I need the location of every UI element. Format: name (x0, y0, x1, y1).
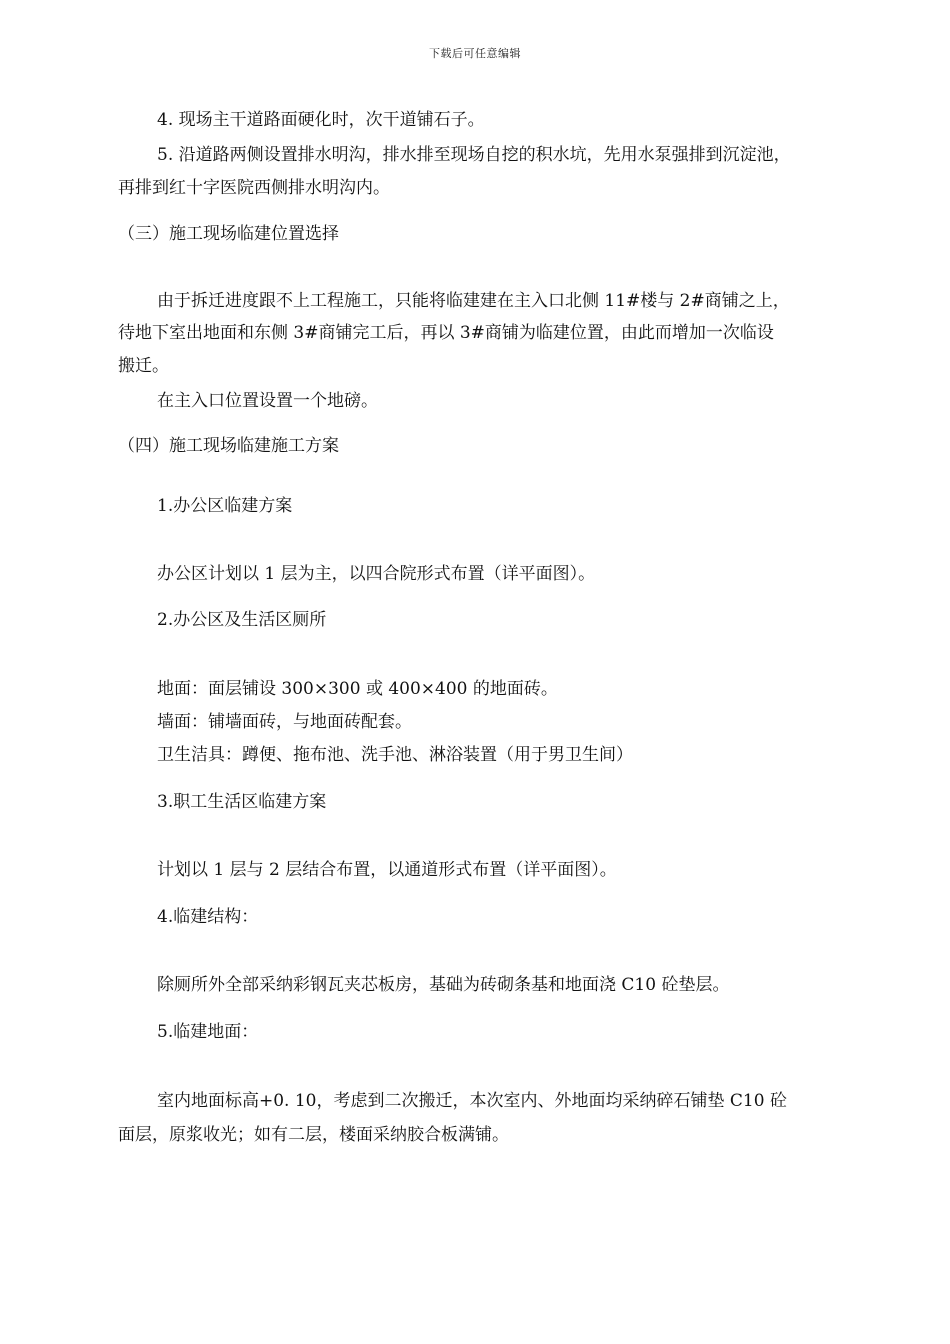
paragraph-line: 计划以 1 层与 2 层结合布置，以通道形式布置（详平面图）。 (157, 860, 617, 880)
paragraph-line: 再排到红十字医院西侧排水明沟内。 (118, 178, 390, 198)
paragraph-line: 4. 现场主干道路面硬化时，次干道铺石子。 (157, 110, 485, 130)
subsection-heading: 1.办公区临建方案 (157, 496, 293, 516)
paragraph-line: 面层，原浆收光；如有二层，楼面采纳胶合板满铺。 (118, 1125, 509, 1145)
paragraph-line: 在主入口位置设置一个地磅。 (157, 391, 378, 411)
subsection-heading: 4.临建结构： (157, 907, 259, 927)
paragraph-line: 由于拆迁进度跟不上工程施工，只能将临建建在主入口北侧 11#楼与 2#商铺之上， (157, 291, 790, 311)
subsection-heading: 2.办公区及生活区厕所 (157, 610, 327, 630)
paragraph-line: 室内地面标高+0. 10，考虑到二次搬迁，本次室内、外地面均采纳碎石铺垫 C10 砼 (157, 1091, 787, 1111)
section-heading: （三）施工现场临建位置选择 (118, 224, 339, 244)
paragraph-line: 地面：面层铺设 300×300 或 400×400 的地面砖。 (157, 679, 558, 699)
paragraph-line: 除厕所外全部采纳彩钢瓦夹芯板房，基础为砖砌条基和地面浇 C10 砼垫层。 (157, 975, 730, 995)
paragraph-line: 墙面：铺墙面砖，与地面砖配套。 (157, 712, 412, 732)
paragraph-line: 搬迁。 (118, 356, 169, 376)
paragraph-line: 5. 沿道路两侧设置排水明沟，排水排至现场自挖的积水坑，先用水泵强排到沉淀池， (157, 145, 791, 165)
paragraph-line: 待地下室出地面和东侧 3#商铺完工后，再以 3#商铺为临建位置，由此而增加一次临设 (118, 323, 774, 343)
paragraph-line: 办公区计划以 1 层为主，以四合院形式布置（详平面图）。 (157, 564, 596, 584)
page-header: 下载后可任意编辑 (429, 47, 521, 60)
subsection-heading: 5.临建地面： (157, 1022, 259, 1042)
subsection-heading: 3.职工生活区临建方案 (157, 792, 327, 812)
paragraph-line: 卫生洁具：蹲便、拖布池、洗手池、淋浴装置（用于男卫生间） (157, 745, 633, 765)
section-heading: （四）施工现场临建施工方案 (118, 436, 339, 456)
